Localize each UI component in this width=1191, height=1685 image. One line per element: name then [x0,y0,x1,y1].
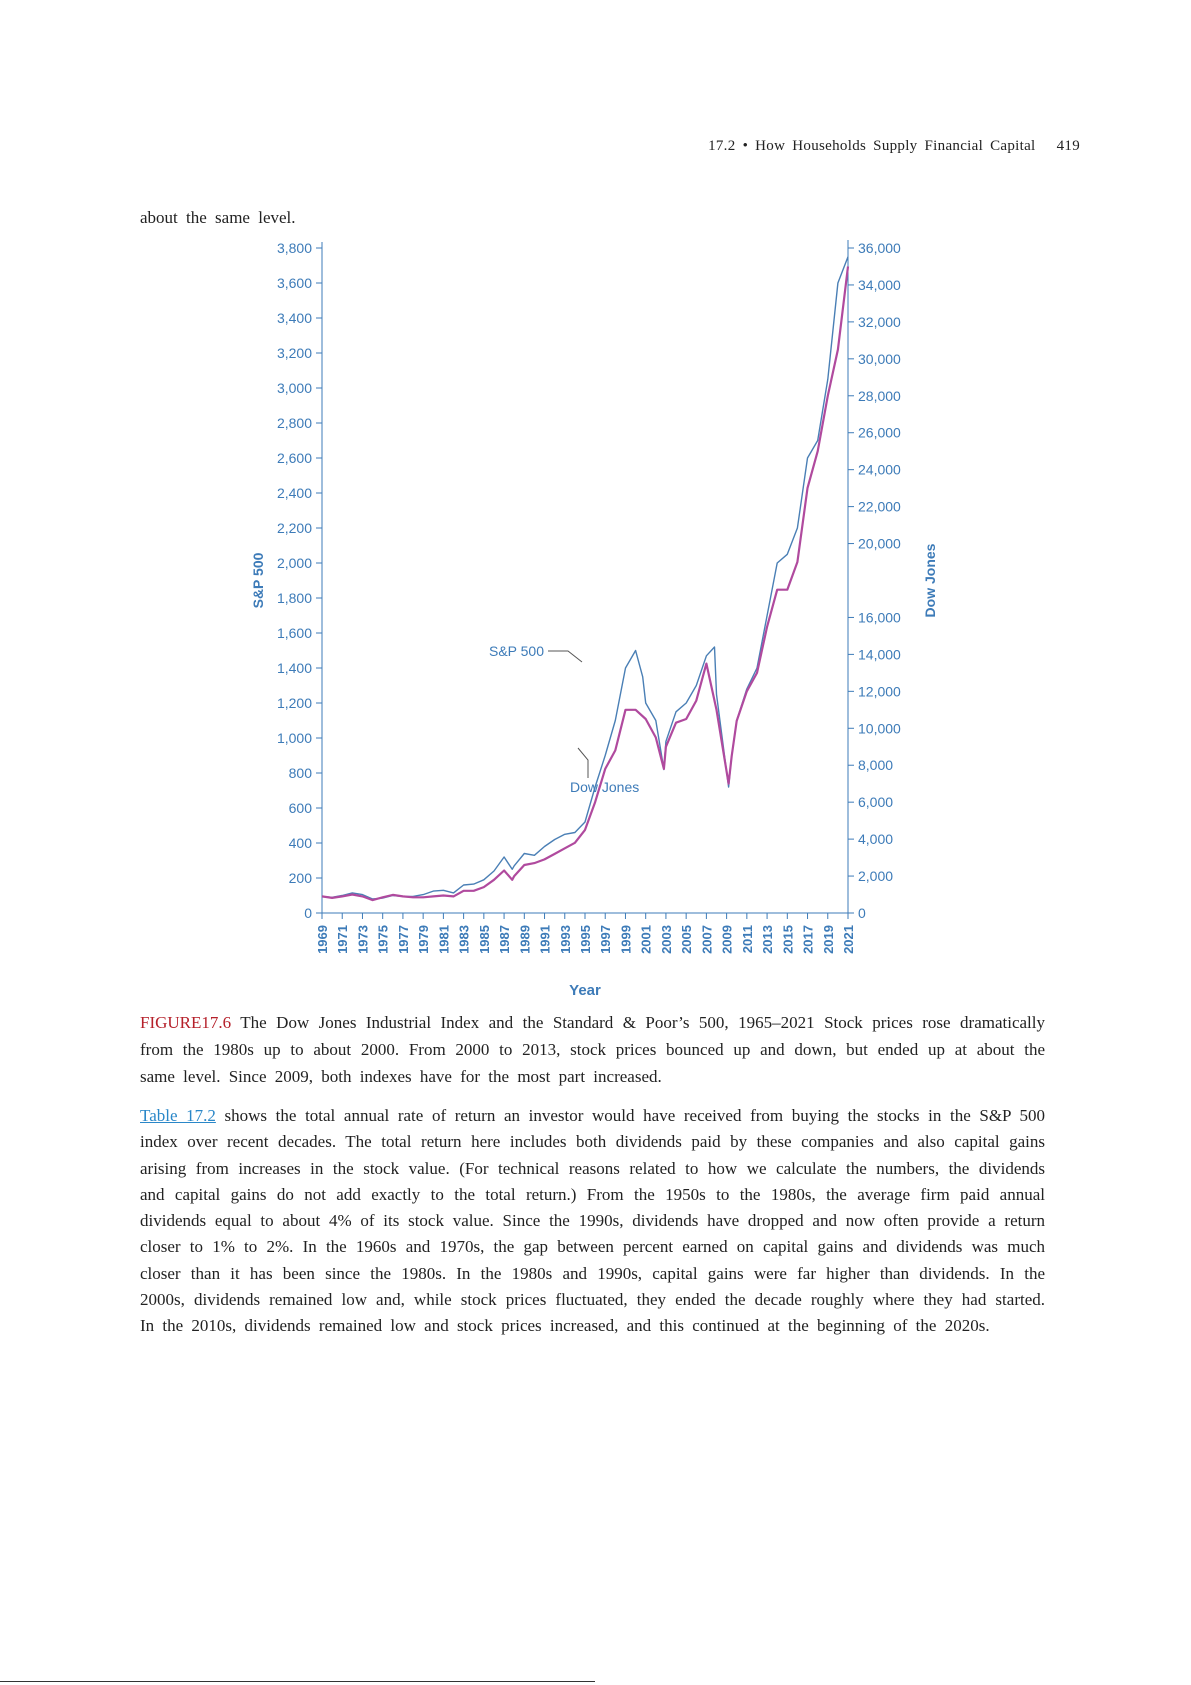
x-tick-label: 1991 [537,925,553,954]
right-tick-label: 6,000 [858,794,894,811]
figure-description: Stock prices rose dramatically from the 1980s up to about 2000. From 2000 to 2013, stock prices bounced up and down, but ended up at about the same level. Since 2009, both indexes have for the most part increased. [140,1013,1045,1086]
x-tick-label: 2005 [679,925,695,954]
x-tick-label: 1979 [416,925,432,954]
x-tick-label: 2017 [800,925,816,954]
left-tick-label: 2,600 [276,450,312,466]
x-tick-label: 2015 [780,925,796,954]
x-tick-label: 1975 [375,925,391,954]
table-link[interactable]: Table 17.2 [140,1106,216,1125]
right-tick-label: 14,000 [858,646,901,663]
x-tick-label: 2021 [841,925,856,954]
x-tick-label: 1993 [557,925,573,954]
left-tick-label: 200 [288,870,312,886]
x-tick-label: 2009 [719,925,735,954]
right-tick-label: 8,000 [858,757,894,774]
right-tick-label: 20,000 [858,535,901,552]
x-axis-title: Year [569,982,601,999]
left-tick-label: 2,800 [276,415,312,431]
right-tick-label: 28,000 [858,387,901,404]
x-tick-label: 1989 [517,925,533,954]
sp500-annotation: S&P 500 [488,643,544,659]
left-tick-label: 3,800 [276,240,312,256]
x-tick-label: 1985 [476,925,492,954]
right-tick-label: 34,000 [858,276,901,293]
x-tick-label: 1987 [497,925,513,954]
x-tick-label: 1983 [456,925,472,954]
left-tick-label: 800 [288,765,312,781]
figure-label: FIGURE17.6 [140,1013,232,1032]
right-tick-label: 10,000 [858,720,901,737]
dow-jones-line [322,267,848,901]
right-tick-label: 22,000 [858,498,901,515]
left-tick-label: 1,800 [276,590,312,606]
left-tick-label: 1,400 [276,660,312,676]
right-tick-label: 26,000 [858,424,901,441]
right-tick-label: 30,000 [858,350,901,367]
dow-jones-annotation-leader [578,748,588,778]
left-tick-label: 400 [288,835,312,851]
x-tick-label: 1997 [598,925,614,954]
stock-index-chart [230,240,950,1000]
right-tick-label: 4,000 [858,831,894,848]
x-tick-label: 2007 [699,925,715,954]
left-tick-label: 3,000 [276,380,312,396]
footer-rule [0,1681,595,1682]
x-tick-label: 2013 [760,925,776,954]
left-tick-label: 1,200 [276,695,312,711]
x-tick-label: 1995 [578,925,593,954]
right-tick-label: 2,000 [858,868,894,885]
x-tick-label: 1969 [315,925,330,954]
x-tick-label: 2019 [820,925,836,954]
right-tick-label: 32,000 [858,313,901,330]
left-tick-label: 3,200 [276,345,312,361]
dow-jones-annotation: Dow Jones [570,779,640,795]
x-tick-label: 1973 [355,925,371,954]
sp500-annotation-leader [548,651,582,662]
left-axis-title: S&P 500 [250,552,266,609]
right-tick-label: 12,000 [858,683,901,700]
x-tick-label: 1981 [436,925,452,954]
right-tick-label: 24,000 [858,461,901,478]
x-tick-label: 1971 [335,925,351,954]
left-tick-label: 2,200 [276,520,312,536]
left-tick-label: 3,600 [276,275,312,291]
left-tick-label: 1,600 [276,625,312,641]
left-tick-label: 2,000 [276,555,312,571]
chart-axes [277,240,901,954]
right-tick-label: 36,000 [858,240,901,256]
body-paragraph [140,1103,1045,1340]
right-tick-label: 16,000 [858,609,901,626]
paragraph-text: shows the total annual rate of return an investor would have received from buying the stocks in the S&P 500 index over recent decades. The total return here includes both dividends paid by these companies and also capital gains arising from increases in the stock value. (For technical reasons related to how we calculate the numbers, the dividends and capital gains do not add exactly to the total return.) From the 1950s to the 1980s, the average firm paid annual dividends equal to about 4% of its stock value. Since the 1990s, dividends have dropped and now often provide a return closer to 1% to 2%. In the 1960s and 1970s, the gap between percent earned on capital gains and dividends was much closer than it has been since the 1980s. In the 1980s and 1990s, capital gains were far higher than dividends. In the 2000s, dividends remained low and, while stock prices fluctuated, they ended the decade roughly where they had started. In the 2010s, dividends remained low and stock prices increased, and this continued at the beginning of the 2020s. [140,1106,1045,1336]
x-tick-label: 2003 [658,925,674,954]
page-number: 419 [1056,138,1080,154]
x-tick-label: 2001 [638,925,654,954]
running-head [708,138,1080,155]
right-tick-label: 0 [858,905,866,921]
sp500-line [322,257,848,899]
right-axis-title: Dow Jones [922,543,938,618]
left-tick-label: 1,000 [276,730,312,746]
left-tick-label: 0 [304,905,312,921]
x-tick-label: 1977 [395,925,411,954]
chart-lines [322,257,848,900]
x-tick-label: 2011 [739,925,755,954]
lead-text: about the same level. [140,208,296,227]
section-title: 17.2 • How Households Supply Financial Capital [708,138,1036,154]
figure-caption [140,1009,1045,1090]
left-tick-label: 2,400 [276,485,312,501]
x-tick-label: 1999 [618,925,634,954]
left-tick-label: 600 [288,800,312,816]
left-tick-label: 3,400 [276,310,312,326]
figure-title: The Dow Jones Industrial Index and the Standard & Poor’s 500, 1965–2021 [240,1013,815,1032]
